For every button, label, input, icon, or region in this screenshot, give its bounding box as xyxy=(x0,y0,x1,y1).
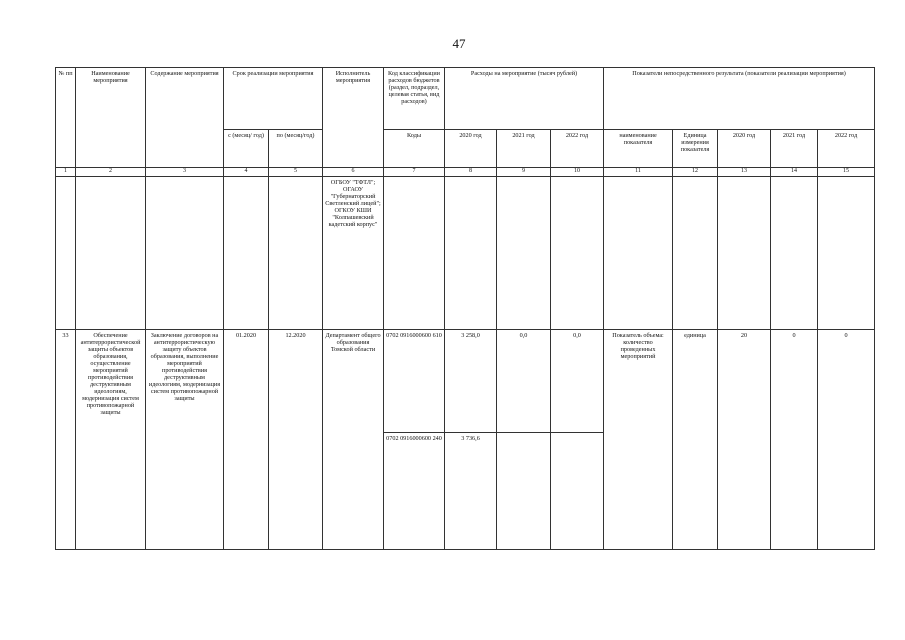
header-expense-2021: 2021 год xyxy=(497,130,551,168)
column-number: 3 xyxy=(146,168,224,177)
header-indicator-name: наименование показателя xyxy=(604,130,673,168)
header-period-from: с (месяц/ год) xyxy=(224,130,269,168)
activity-name: Обеспечение антитеррористической защиты объектов образования, осуществление мероприятий противодействия деструктивным идеологиям, модернизация систем противопожарной защиты xyxy=(76,330,146,550)
column-number: 5 xyxy=(269,168,323,177)
expense-2021: 0,0 xyxy=(497,330,551,433)
page-number: 47 xyxy=(452,36,466,51)
header-indicator-2020: 2020 год xyxy=(718,130,771,168)
column-number: 11 xyxy=(604,168,673,177)
header-period-to: по (месяц/год) xyxy=(269,130,323,168)
column-number: 9 xyxy=(497,168,551,177)
header-expenses: Расходы на мероприятие (тысяч рублей) xyxy=(445,68,604,130)
column-number: 7 xyxy=(384,168,445,177)
header-expense-2022: 2022 год xyxy=(551,130,604,168)
header-name: Наименование мероприятия xyxy=(76,68,146,168)
indicator-2021: 0 xyxy=(771,330,818,550)
header-executor: Исполнитель мероприятия xyxy=(323,68,384,168)
column-numbers-row xyxy=(56,168,875,177)
header-codes: Коды xyxy=(384,130,445,168)
expense-2020: 3 258,0 xyxy=(445,330,497,433)
header-indicator-2022: 2022 год xyxy=(818,130,875,168)
column-number: 13 xyxy=(718,168,771,177)
executor-cell: Департамент общего образования Томской области xyxy=(323,330,384,550)
indicator-unit: единица xyxy=(673,330,718,550)
expense-2022: 0,0 xyxy=(551,330,604,433)
table-row-continued xyxy=(56,177,875,330)
header-expense-2020: 2020 год xyxy=(445,130,497,168)
row-number: 33 xyxy=(56,330,76,550)
column-number: 6 xyxy=(323,168,384,177)
header-code: Код классификации расходов бюджетов (раздел, подраздел, целевая статья, вид расходов) xyxy=(384,68,445,130)
header-indicators: Показатели непосредственного результата (показатели реализации мероприятия) xyxy=(604,68,875,130)
header-no: № пп xyxy=(56,68,76,168)
column-number: 1 xyxy=(56,168,76,177)
budget-code: 0702 0916000600 240 xyxy=(384,433,445,550)
table-row-33 xyxy=(56,330,875,433)
column-number: 15 xyxy=(818,168,875,177)
budget-code: 0702 0916000600 610 xyxy=(384,330,445,433)
column-number: 2 xyxy=(76,168,146,177)
header-indicator-2021: 2021 год xyxy=(771,130,818,168)
column-number: 12 xyxy=(673,168,718,177)
header-period: Срок реализации мероприятия xyxy=(224,68,323,130)
indicator-name: Показатель объема: количество проведенных мероприятий xyxy=(604,330,673,550)
column-number: 8 xyxy=(445,168,497,177)
period-to: 12.2020 xyxy=(269,330,323,550)
header-content: Содержание мероприятия xyxy=(146,68,224,168)
indicator-2020: 20 xyxy=(718,330,771,550)
expense-2020: 3 736,6 xyxy=(445,433,497,550)
program-activities-table xyxy=(55,67,875,550)
activity-content: Заключение договоров на антитеррористическую защиту объектов образования, выполнение мероприятий противодействия деструктивным идеологиям, модернизация систем противопожарной защиты xyxy=(146,330,224,550)
column-number: 10 xyxy=(551,168,604,177)
period-from: 01.2020 xyxy=(224,330,269,550)
executor-cell: ОГБОУ "ТФТЛ"; ОГАОУ "Губернаторский Светленский лицей"; ОГКОУ КШИ "Колпашевский кадетский корпус" xyxy=(323,177,384,330)
column-number: 4 xyxy=(224,168,269,177)
header-row-1 xyxy=(56,68,875,130)
header-indicator-unit: Единица измерения показателя xyxy=(673,130,718,168)
indicator-2022: 0 xyxy=(818,330,875,550)
column-number: 14 xyxy=(771,168,818,177)
